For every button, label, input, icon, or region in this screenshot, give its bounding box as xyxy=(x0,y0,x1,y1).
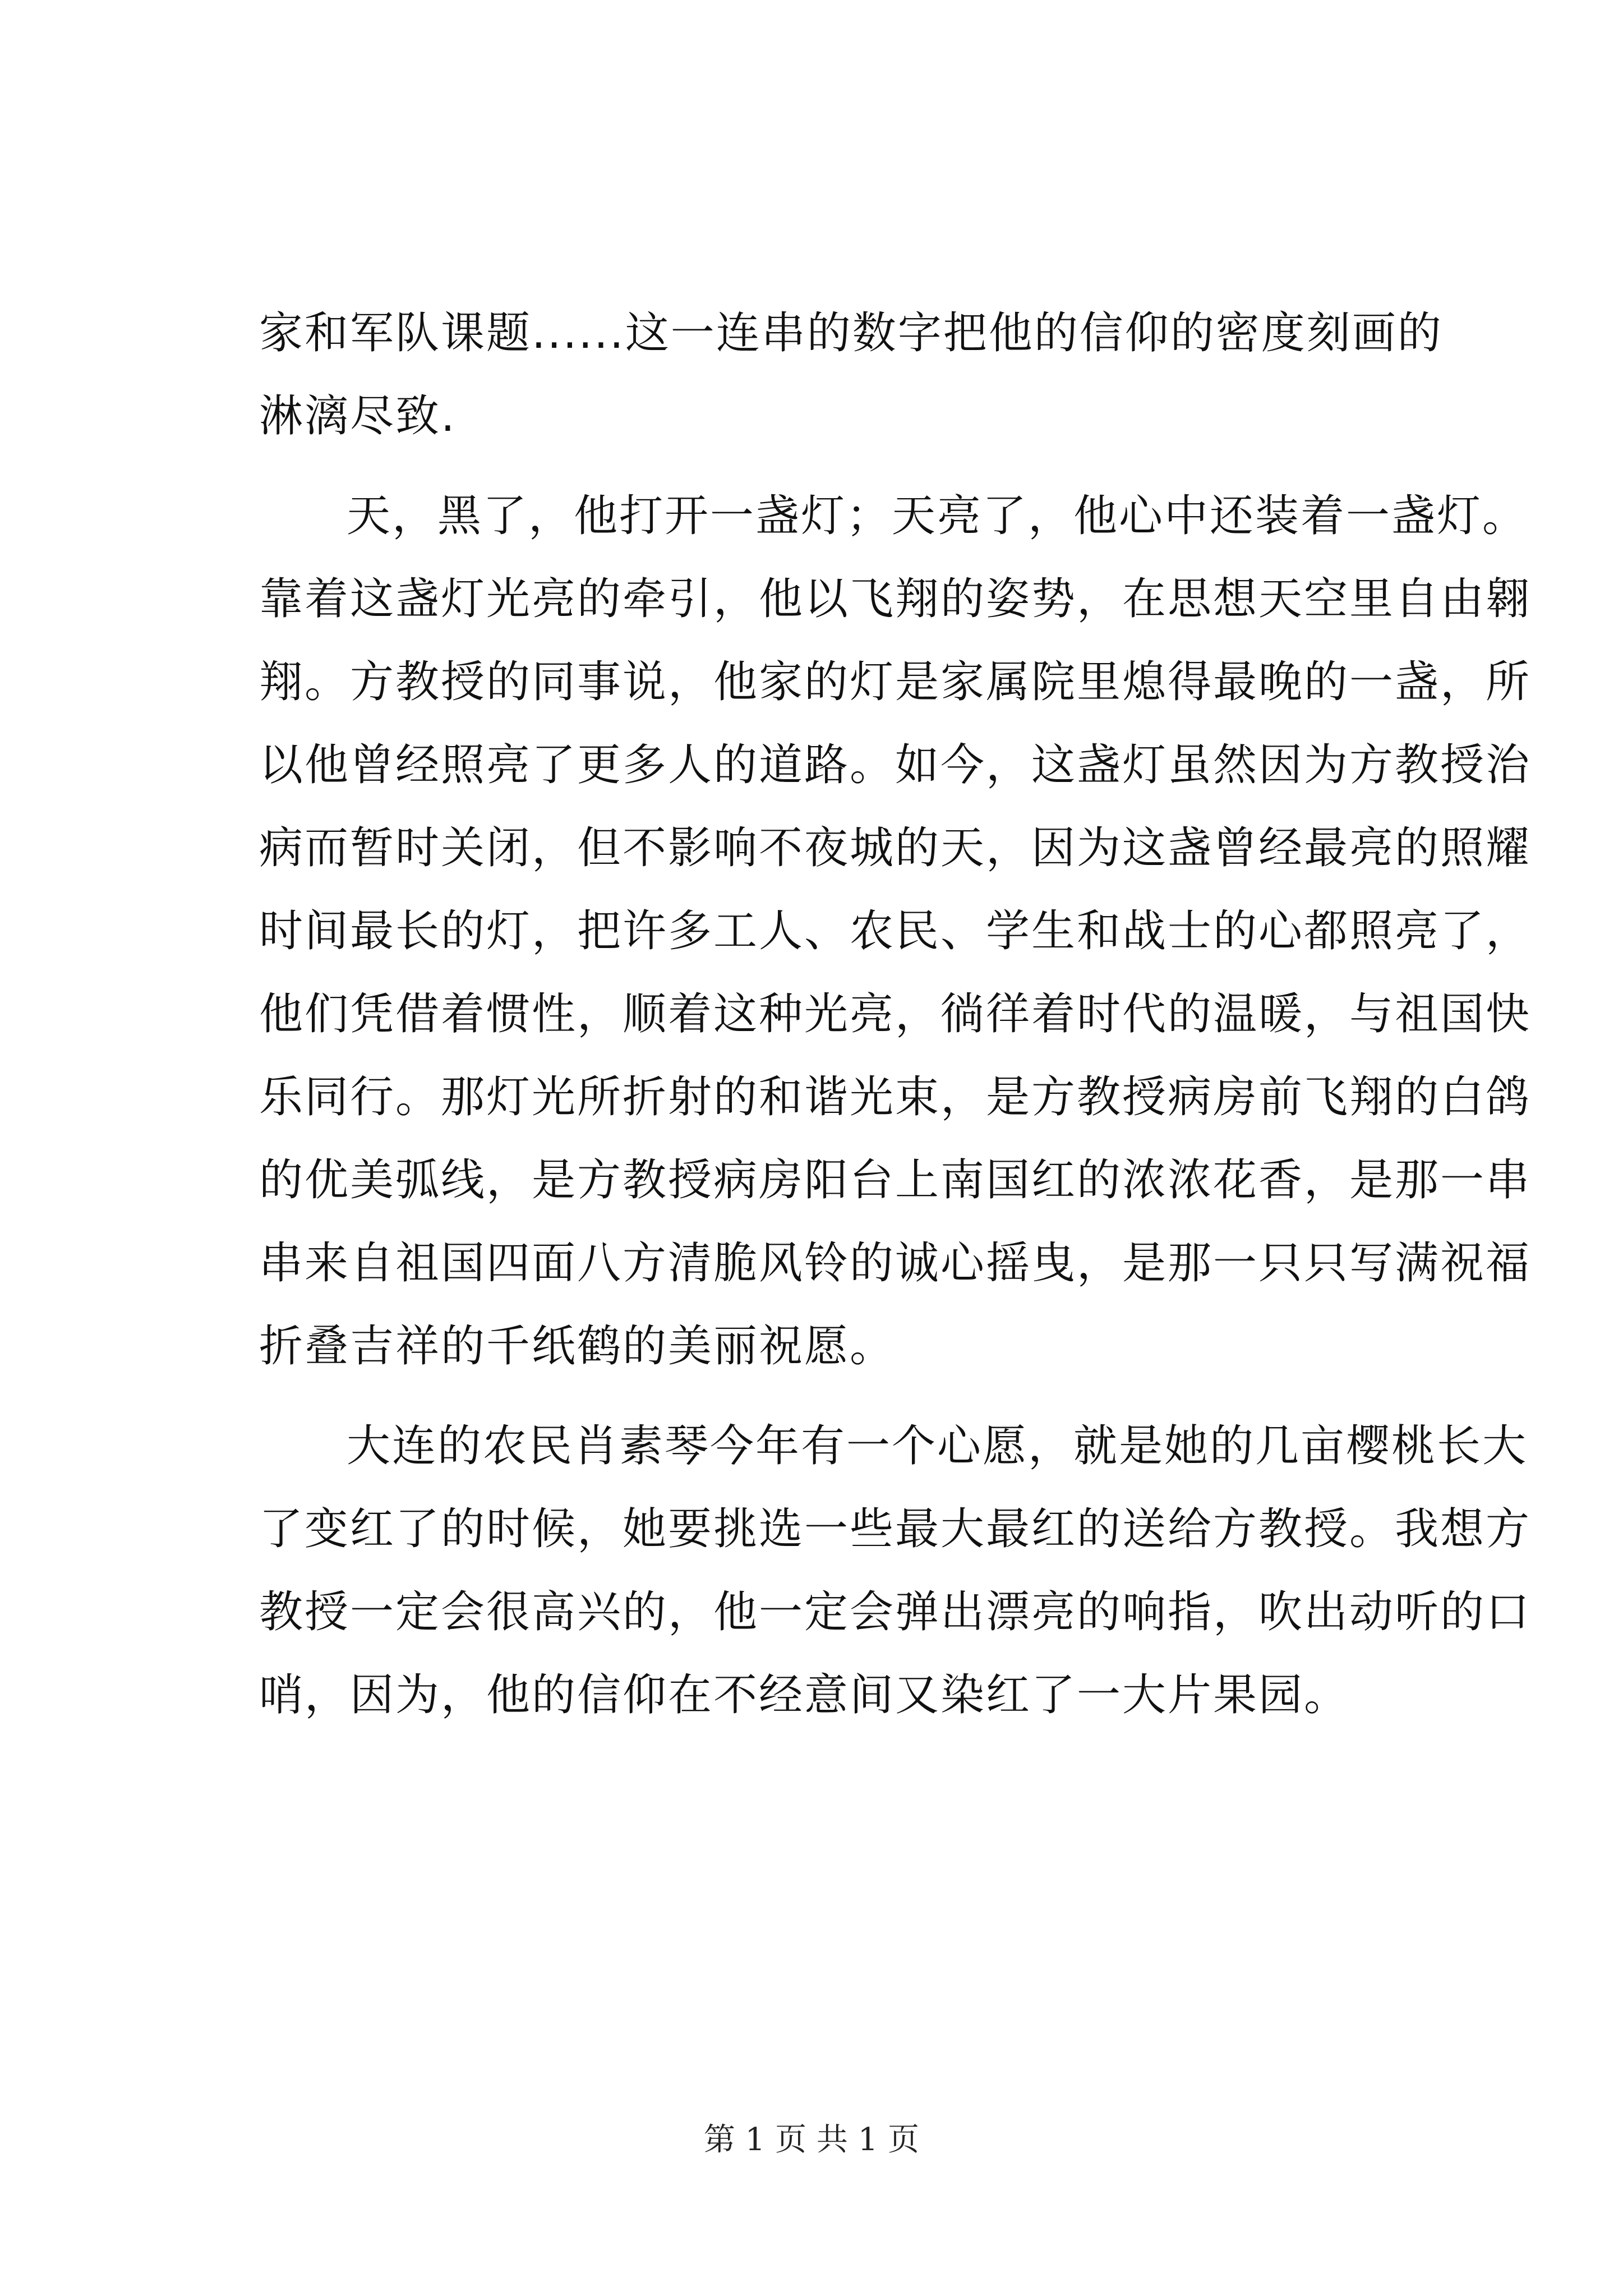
page-number-label: 第 1 页 共 1 页 xyxy=(703,2122,920,2158)
paragraph-2-line-4: 以他曾经照亮了更多人的道路。如今，这盏灯虽然因为方教授治 xyxy=(259,740,1532,790)
paragraph-2-line-5: 病而暂时关闭，但不影响不夜城的天，因为这盏曾经最亮的照耀 xyxy=(259,823,1532,873)
paragraph-3-line-4: 哨，因为，他的信仰在不经意间又染红了一大片果园。 xyxy=(259,1670,1350,1720)
paragraph-2-line-6: 时间最长的灯，把许多工人、农民、学生和战士的心都照亮了， xyxy=(259,906,1532,956)
paragraph-gap xyxy=(259,1388,1364,1405)
paragraph-2-line-1: 天，黑了，他打开一盏灯；天亮了，他心中还装着一盏灯。 xyxy=(347,491,1528,541)
paragraph-2-line-10: 串来自祖国四面八方清脆风铃的诚心摇曳，是那一只只写满祝福 xyxy=(259,1238,1532,1289)
body-text xyxy=(259,292,1532,1737)
paragraph-3-line-1: 大连的农民肖素琴今年有一个心愿，就是她的几亩樱桃长大 xyxy=(347,1421,1528,1471)
paragraph-2-line-9: 的优美弧线，是方教授病房阳台上南国红的浓浓花香，是那一串 xyxy=(259,1155,1532,1205)
paragraph-2-line-8: 乐同行。那灯光所折射的和谐光束，是方教授病房前飞翔的白鸽 xyxy=(259,1072,1532,1122)
paragraph-3-line-3: 教授一定会很高兴的，他一定会弹出漂亮的响指，吹出动听的口 xyxy=(259,1587,1532,1637)
paragraph-2-line-7: 他们凭借着惯性，顺着这种光亮，徜徉着时代的温暖，与祖国快 xyxy=(259,989,1532,1039)
paragraph-2-line-11: 折叠吉祥的千纸鹤的美丽祝愿。 xyxy=(259,1321,896,1372)
paragraph-2-line-3: 翔。方教授的同事说，他家的灯是家属院里熄得最晚的一盏，所 xyxy=(259,657,1532,707)
paragraph-2-line-2: 靠着这盏灯光亮的牵引，他以飞翔的姿势，在思想天空里自由翱 xyxy=(259,574,1532,624)
paragraph-1-line-2: 淋漓尽致. xyxy=(259,391,457,441)
paragraph-1-line-1: 家和军队课题......这一连串的数字把他的信仰的密度刻画的 xyxy=(259,308,1443,358)
page-footer xyxy=(0,2115,1623,2160)
paragraph-3-line-2: 了变红了的时候，她要挑选一些最大最红的送给方教授。我想方 xyxy=(259,1504,1532,1554)
paragraph-gap xyxy=(259,458,1364,475)
